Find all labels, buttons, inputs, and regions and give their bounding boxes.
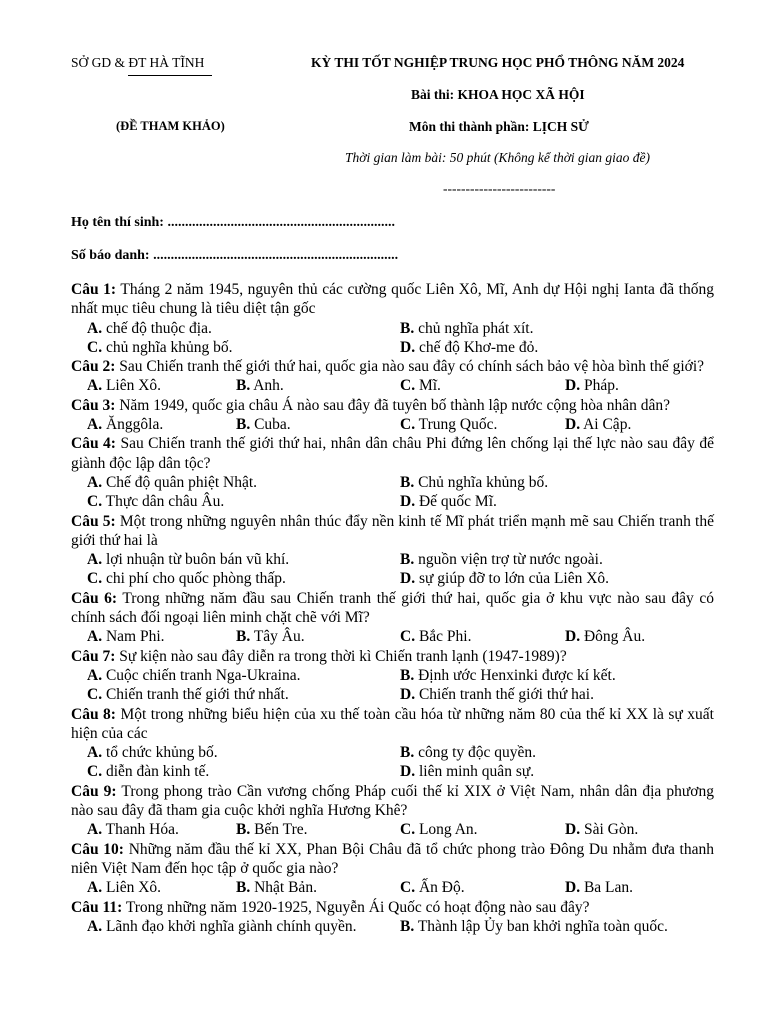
options-row: [71, 473, 714, 492]
option-text: Đế quốc Mĩ.: [415, 493, 497, 511]
option-letter: A.: [87, 666, 103, 684]
option-letter: A.: [87, 416, 103, 434]
option-letter: D.: [565, 879, 581, 897]
option-letter: C.: [400, 821, 416, 839]
option-text: Long An.: [415, 821, 478, 839]
option-text: công ty độc quyền.: [414, 744, 537, 762]
answer-option: [400, 762, 534, 781]
question-text: Sau Chiến tranh thế giới thứ hai, quốc gia nào sau đây có chính sách bảo vệ hòa bình thế giới?: [115, 358, 705, 376]
option-letter: D.: [400, 493, 416, 511]
option-letter: A.: [87, 473, 103, 491]
answer-option: [87, 569, 286, 588]
option-letter: D.: [565, 416, 581, 434]
answer-option: [400, 569, 609, 588]
option-letter: D.: [400, 338, 416, 356]
option-letter: C.: [87, 570, 103, 588]
option-text: chế độ Khơ-me đỏ.: [415, 338, 539, 356]
option-text: Cuba.: [250, 416, 291, 434]
subject-line: Bài thi: KHOA HỌC XÃ HỘI: [411, 87, 585, 102]
question-number: Câu 1:: [71, 281, 117, 298]
answer-option: [236, 627, 305, 646]
answer-option: [87, 492, 224, 511]
options-row: [71, 550, 714, 569]
answer-option: [87, 338, 233, 357]
question-stem: [71, 280, 714, 319]
answer-option: [400, 550, 603, 569]
answer-option: [400, 666, 616, 685]
answer-option: [400, 820, 478, 839]
answer-option: [400, 917, 668, 936]
option-letter: B.: [236, 628, 251, 646]
answer-option: [400, 627, 471, 646]
option-text: chủ nghĩa phát xít.: [414, 319, 534, 337]
options-row: [71, 917, 714, 936]
answer-option: [87, 473, 257, 492]
options-row: [71, 762, 714, 781]
option-text: tổ chức khủng bố.: [102, 744, 218, 762]
question-block: [71, 647, 714, 705]
option-text: nguồn viện trợ từ nước ngoài.: [414, 551, 603, 569]
answer-option: [87, 685, 289, 704]
question-number: Câu 2:: [71, 358, 116, 376]
question-block: [71, 782, 714, 840]
option-text: chi phí cho quốc phòng thấp.: [102, 570, 286, 588]
question-text: Sự kiện nào sau đây diễn ra trong thời kì Chiến tranh lạnh (1947-1989)?: [115, 647, 567, 665]
answer-option: [87, 376, 161, 395]
options-row: [71, 878, 714, 897]
option-text: Ấn Độ.: [415, 879, 465, 897]
option-letter: C.: [87, 493, 103, 511]
option-letter: B.: [236, 416, 251, 434]
option-text: lợi nhuận từ buôn bán vũ khí.: [102, 551, 290, 569]
question-block: [71, 589, 714, 647]
answer-option: [565, 627, 645, 646]
question-block: [71, 705, 714, 782]
answer-option: [400, 338, 538, 357]
option-letter: B.: [400, 473, 415, 491]
option-letter: A.: [87, 821, 103, 839]
answer-option: [565, 415, 631, 434]
question-stem: [71, 589, 714, 628]
option-text: Ba Lan.: [580, 879, 634, 897]
option-text: Trung Quốc.: [415, 416, 498, 434]
question-number: Câu 11:: [71, 898, 123, 916]
option-letter: B.: [236, 377, 251, 395]
answer-option: [87, 878, 161, 897]
option-letter: A.: [87, 377, 103, 395]
option-letter: B.: [400, 551, 415, 569]
option-text: chủ nghĩa khủng bố.: [102, 338, 233, 356]
question-block: [71, 898, 714, 937]
option-text: chế độ thuộc địa.: [102, 319, 212, 337]
question-text: Trong những năm 1920-1925, Nguyễn Ái Quốc có hoạt động nào sau đây?: [122, 898, 590, 916]
answer-option: [236, 820, 308, 839]
question-text: Một trong những nguyên nhân thúc đẩy nền kinh tế Mĩ phát triển mạnh mẽ sau Chiến tranh thế giới thứ hai là: [71, 512, 714, 549]
department-name: SỞ GD & ĐT HÀ TĨNH: [71, 55, 205, 70]
answer-option: [400, 473, 548, 492]
option-letter: B.: [236, 879, 251, 897]
option-text: Pháp.: [580, 377, 619, 395]
option-text: Cuộc chiến tranh Nga-Ukraina.: [102, 666, 301, 684]
option-text: Ănggôla.: [102, 416, 164, 434]
option-letter: B.: [400, 917, 415, 935]
answer-option: [87, 627, 165, 646]
question-number: Câu 10:: [71, 840, 124, 858]
question-block: [71, 512, 714, 589]
header-divider: -------------------------: [443, 181, 556, 196]
options-row: [71, 666, 714, 685]
answer-option: [400, 319, 533, 338]
question-stem: [71, 357, 714, 376]
question-block: [71, 280, 714, 357]
answer-option: [400, 743, 536, 762]
answer-option: [87, 550, 289, 569]
option-letter: C.: [87, 686, 103, 704]
option-text: liên minh quân sự.: [415, 763, 535, 781]
answer-option: [565, 820, 638, 839]
option-letter: B.: [236, 821, 251, 839]
component-subject: Môn thi thành phần: LỊCH SỬ: [409, 119, 589, 134]
options-row: [71, 415, 714, 434]
candidate-id-field: Số báo danh: ......................................................................: [71, 248, 399, 263]
option-letter: C.: [400, 628, 416, 646]
answer-option: [87, 666, 301, 685]
option-text: Ai Cập.: [580, 416, 632, 434]
option-letter: A.: [87, 628, 103, 646]
options-row: [71, 685, 714, 704]
option-text: sự giúp đỡ to lớn của Liên Xô.: [415, 570, 610, 588]
option-letter: B.: [400, 319, 415, 337]
option-letter: D.: [400, 686, 416, 704]
option-text: Tây Âu.: [250, 628, 305, 646]
option-text: Liên Xô.: [102, 377, 162, 395]
option-text: Anh.: [250, 377, 284, 395]
answer-option: [565, 878, 633, 897]
question-stem: [71, 898, 714, 917]
option-text: Chế độ quân phiệt Nhật.: [102, 473, 258, 491]
option-text: Sài Gòn.: [580, 821, 639, 839]
question-block: [71, 357, 714, 396]
question-stem: [71, 705, 714, 744]
answer-option: [565, 376, 619, 395]
question-number: Câu 6:: [71, 589, 118, 607]
option-text: Đông Âu.: [580, 628, 646, 646]
option-text: Nhật Bản.: [250, 879, 317, 897]
answer-option: [87, 319, 212, 338]
question-number: Câu 3:: [71, 396, 116, 414]
question-stem: [71, 512, 714, 551]
answer-option: [400, 685, 594, 704]
option-text: Mĩ.: [415, 377, 441, 395]
answer-option: [236, 376, 284, 395]
option-letter: C.: [87, 763, 103, 781]
option-text: Bắc Phi.: [415, 628, 472, 646]
option-letter: D.: [565, 821, 581, 839]
options-row: [71, 376, 714, 395]
option-letter: A.: [87, 551, 103, 569]
question-text: Trong những năm đầu sau Chiến tranh thế giới thứ hai, quốc gia ở khu vực nào sau đây có chính sách đối ngoại liên minh chặt chẽ với Mĩ?: [71, 589, 714, 627]
candidate-name-field: Họ tên thí sinh: .................................................................: [71, 215, 395, 230]
answer-option: [400, 492, 497, 511]
question-block: [71, 396, 714, 435]
question-stem: [71, 434, 714, 473]
option-letter: D.: [400, 763, 416, 781]
options-row: [71, 627, 714, 646]
options-row: [71, 743, 714, 762]
option-text: Thực dân châu Âu.: [102, 493, 225, 511]
options-row: [71, 338, 714, 357]
option-letter: D.: [565, 628, 581, 646]
question-stem: [71, 840, 714, 879]
option-letter: D.: [565, 377, 581, 395]
option-text: Thanh Hóa.: [102, 821, 179, 839]
answer-option: [236, 878, 317, 897]
option-letter: C.: [400, 879, 416, 897]
reference-label: (ĐỀ THAM KHẢO): [116, 119, 225, 133]
option-text: diễn đàn kinh tế.: [102, 763, 210, 781]
options-row: [71, 319, 714, 338]
question-number: Câu 8:: [71, 705, 116, 723]
time-note: Thời gian làm bài: 50 phút (Không kể thời gian giao đề): [345, 150, 651, 165]
option-text: Bến Tre.: [250, 821, 308, 839]
option-letter: B.: [400, 666, 415, 684]
question-stem: [71, 396, 714, 415]
option-text: Chiến tranh thế giới thứ hai.: [415, 686, 594, 704]
question-number: Câu 5:: [71, 512, 116, 530]
question-text: Năm 1949, quốc gia châu Á nào sau đây đã tuyên bố thành lập nước cộng hòa nhân dân?: [115, 396, 670, 414]
option-text: Lãnh đạo khởi nghĩa giành chính quyền.: [102, 917, 357, 935]
option-text: Chủ nghĩa khủng bố.: [414, 473, 549, 491]
options-row: [71, 820, 714, 839]
answer-option: [87, 743, 218, 762]
options-row: [71, 569, 714, 588]
question-text: Những năm đầu thế kỉ XX, Phan Bội Châu đã tổ chức phong trào Đông Du nhằm đưa thanh niên Việt Nam đến học tập ở quốc gia nào?: [71, 840, 714, 877]
question-number: Câu 9:: [71, 782, 117, 800]
option-letter: B.: [400, 744, 415, 762]
answer-option: [236, 415, 291, 434]
option-letter: C.: [400, 416, 416, 434]
option-letter: A.: [87, 917, 103, 935]
answer-option: [400, 415, 497, 434]
answer-option: [400, 376, 441, 395]
exam-title: KỲ THI TỐT NGHIỆP TRUNG HỌC PHỔ THÔNG NĂM 2024: [311, 55, 685, 70]
question-number: Câu 4:: [71, 435, 116, 453]
question-list: [71, 280, 714, 936]
question-text: Sau Chiến tranh thế giới thứ hai, nhân dân châu Phi đứng lên chống lại thế lực nào sau đây để giành độc lập dân tộc?: [71, 435, 714, 472]
question-number: Câu 7:: [71, 647, 116, 665]
department-underline: [128, 75, 212, 76]
answer-option: [87, 415, 163, 434]
option-text: Định ước Henxinki được kí kết.: [414, 666, 616, 684]
option-letter: A.: [87, 319, 103, 337]
option-letter: A.: [87, 744, 103, 762]
answer-option: [87, 820, 179, 839]
question-text: Tháng 2 năm 1945, nguyên thủ các cường quốc Liên Xô, Mĩ, Anh dự Hội nghị Ianta đã thống nhất mục tiêu chung là tiêu diệt tận gốc: [71, 281, 714, 318]
option-text: Nam Phi.: [102, 628, 165, 646]
option-text: Chiến tranh thế giới thứ nhất.: [102, 686, 289, 704]
option-letter: C.: [400, 377, 416, 395]
option-letter: C.: [87, 338, 103, 356]
question-stem: [71, 647, 714, 666]
question-block: [71, 840, 714, 898]
question-stem: [71, 782, 714, 821]
option-letter: D.: [400, 570, 416, 588]
question-block: [71, 434, 714, 511]
option-text: Thành lập Ủy ban khởi nghĩa toàn quốc.: [414, 917, 668, 935]
option-letter: A.: [87, 879, 103, 897]
options-row: [71, 492, 714, 511]
answer-option: [87, 762, 209, 781]
answer-option: [400, 878, 465, 897]
option-text: Liên Xô.: [102, 879, 162, 897]
question-text: Trong phong trào Cần vương chống Pháp cuối thế kỉ XIX ở Việt Nam, nhân dân địa phương nào sau đây đã tham gia cuộc khởi nghĩa Hương Khê?: [71, 782, 715, 820]
question-text: Một trong những biểu hiện của xu thế toàn cầu hóa từ những năm 80 của thế kỉ XX là sự xuất hiện của các: [71, 705, 714, 742]
answer-option: [87, 917, 357, 936]
